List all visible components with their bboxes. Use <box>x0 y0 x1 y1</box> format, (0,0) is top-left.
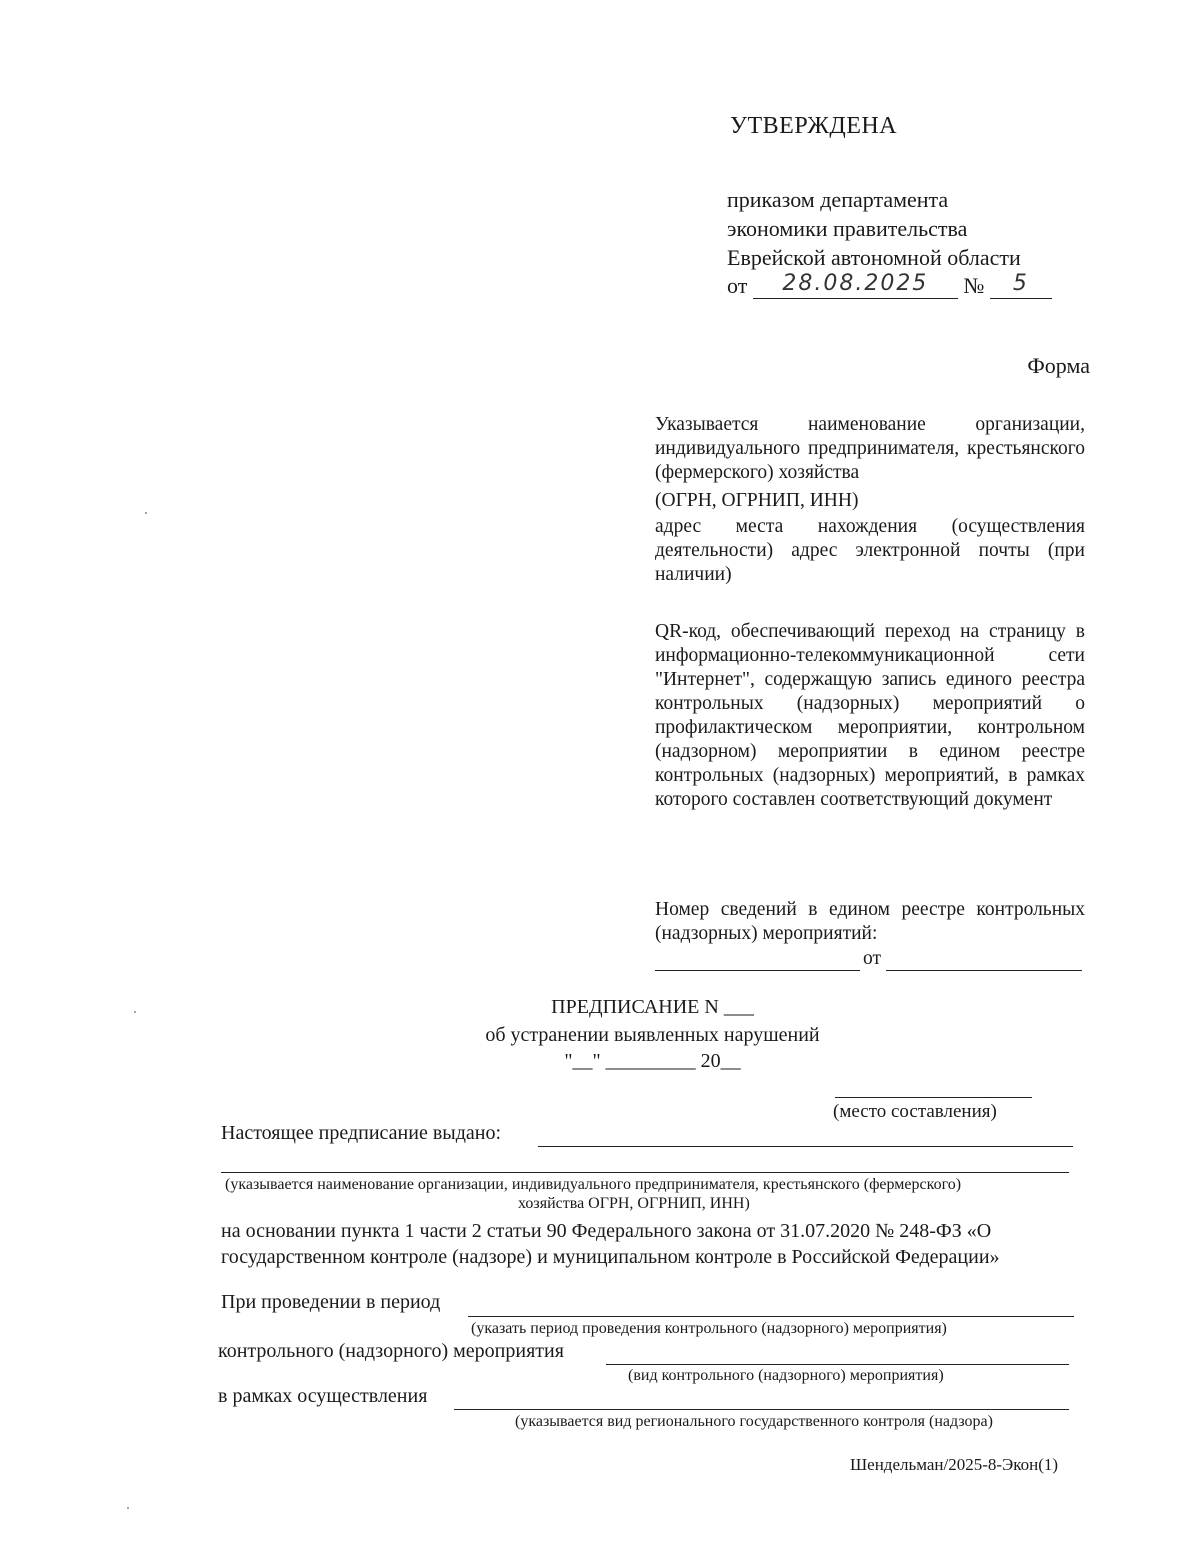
period-label: При проведении в период <box>221 1291 441 1313</box>
registry-from-label: от <box>863 948 882 969</box>
prescription-date: "__" _________ 20__ <box>564 1050 741 1072</box>
number-field <box>990 270 1052 299</box>
number-prefix: № <box>963 273 985 298</box>
approval-line-3: Еврейской автономной области <box>727 245 1021 270</box>
prescription-subtitle: об устранении выявленных нарушений <box>485 1024 820 1046</box>
scan-speck <box>134 1011 136 1013</box>
approval-title: УТВЕРЖДЕНА <box>730 113 898 139</box>
addressee-paragraph-2: адрес места нахождения (осуществления деятельности) адрес электронной почты (при наличии) <box>655 516 1085 585</box>
issued-to-line-2 <box>221 1172 1069 1173</box>
approval-line-2: экономики правительства <box>727 216 968 241</box>
addressee-paragraph-1: Указывается наименование организации, индивидуального предпринимателя, крестьянского (фермерского) хозяйства <box>655 414 1085 483</box>
scan-speck <box>145 512 147 514</box>
footer-code: Шендельман/2025-8-Экон(1) <box>850 1455 1059 1474</box>
addressee-codes: (ОГРН, ОГРНИП, ИНН) <box>655 490 859 511</box>
prescription-title: ПРЕДПИСАНИЕ N ___ <box>551 996 754 1018</box>
framework-caption: (указывается вид регионального государственного контроля (надзора) <box>515 1413 993 1430</box>
number-handwritten: 5 <box>1012 271 1029 296</box>
date-field <box>753 270 958 299</box>
form-label: Форма <box>1027 353 1090 378</box>
period-line <box>468 1316 1074 1317</box>
event-caption: (вид контрольного (надзорного) мероприятия) <box>628 1367 944 1384</box>
issued-to-label: Настоящее предписание выдано: <box>221 1122 502 1144</box>
scan-speck <box>127 1507 129 1509</box>
registry-number-line <box>655 970 860 971</box>
basis-text: на основании пункта 1 части 2 статьи 90 Федерального закона от 31.07.2020 № 248-ФЗ «О государственном контроле (надзоре) и муниципальном контроле в Российской Федерации» <box>221 1220 1000 1268</box>
approval-text <box>727 185 1021 272</box>
place-caption: (место составления) <box>833 1101 997 1122</box>
event-label: контрольного (надзорного) мероприятия <box>218 1340 564 1362</box>
date-handwritten: 28.08.2025 <box>782 271 929 296</box>
registry-date-line <box>886 970 1082 971</box>
issued-to-caption-1: (указывается наименование организации, индивидуального предпринимателя, крестьянского (фермерского) <box>225 1176 962 1193</box>
event-line <box>606 1364 1069 1365</box>
date-prefix: от <box>727 273 748 298</box>
approval-line-1: приказом департамента <box>727 187 949 212</box>
registry-number-label: Номер сведений в едином реестре контрольных (надзорных) мероприятий: <box>655 899 1085 944</box>
framework-line <box>454 1409 1069 1410</box>
framework-label: в рамках осуществления <box>218 1385 428 1407</box>
period-caption: (указать период проведения контрольного (надзорного) мероприятия) <box>471 1320 947 1337</box>
qr-code-paragraph: QR-код, обеспечивающий переход на страницу в информационно-телекоммуникационной сети "Интернет", содержащую запись единого реестра контрольных (надзорных) мероприятий о профилактическом мероприятии, контрольном (надзорном) мероприятии в едином реестре контрольных (надзорных) мероприятий, в рамках которого составлен соответствующий документ <box>655 621 1085 810</box>
issued-to-caption-2: хозяйства ОГРН, ОГРНИП, ИНН) <box>518 1195 750 1212</box>
place-line <box>835 1097 1032 1098</box>
approval-date-row <box>727 270 1052 299</box>
issued-to-line <box>538 1146 1073 1147</box>
